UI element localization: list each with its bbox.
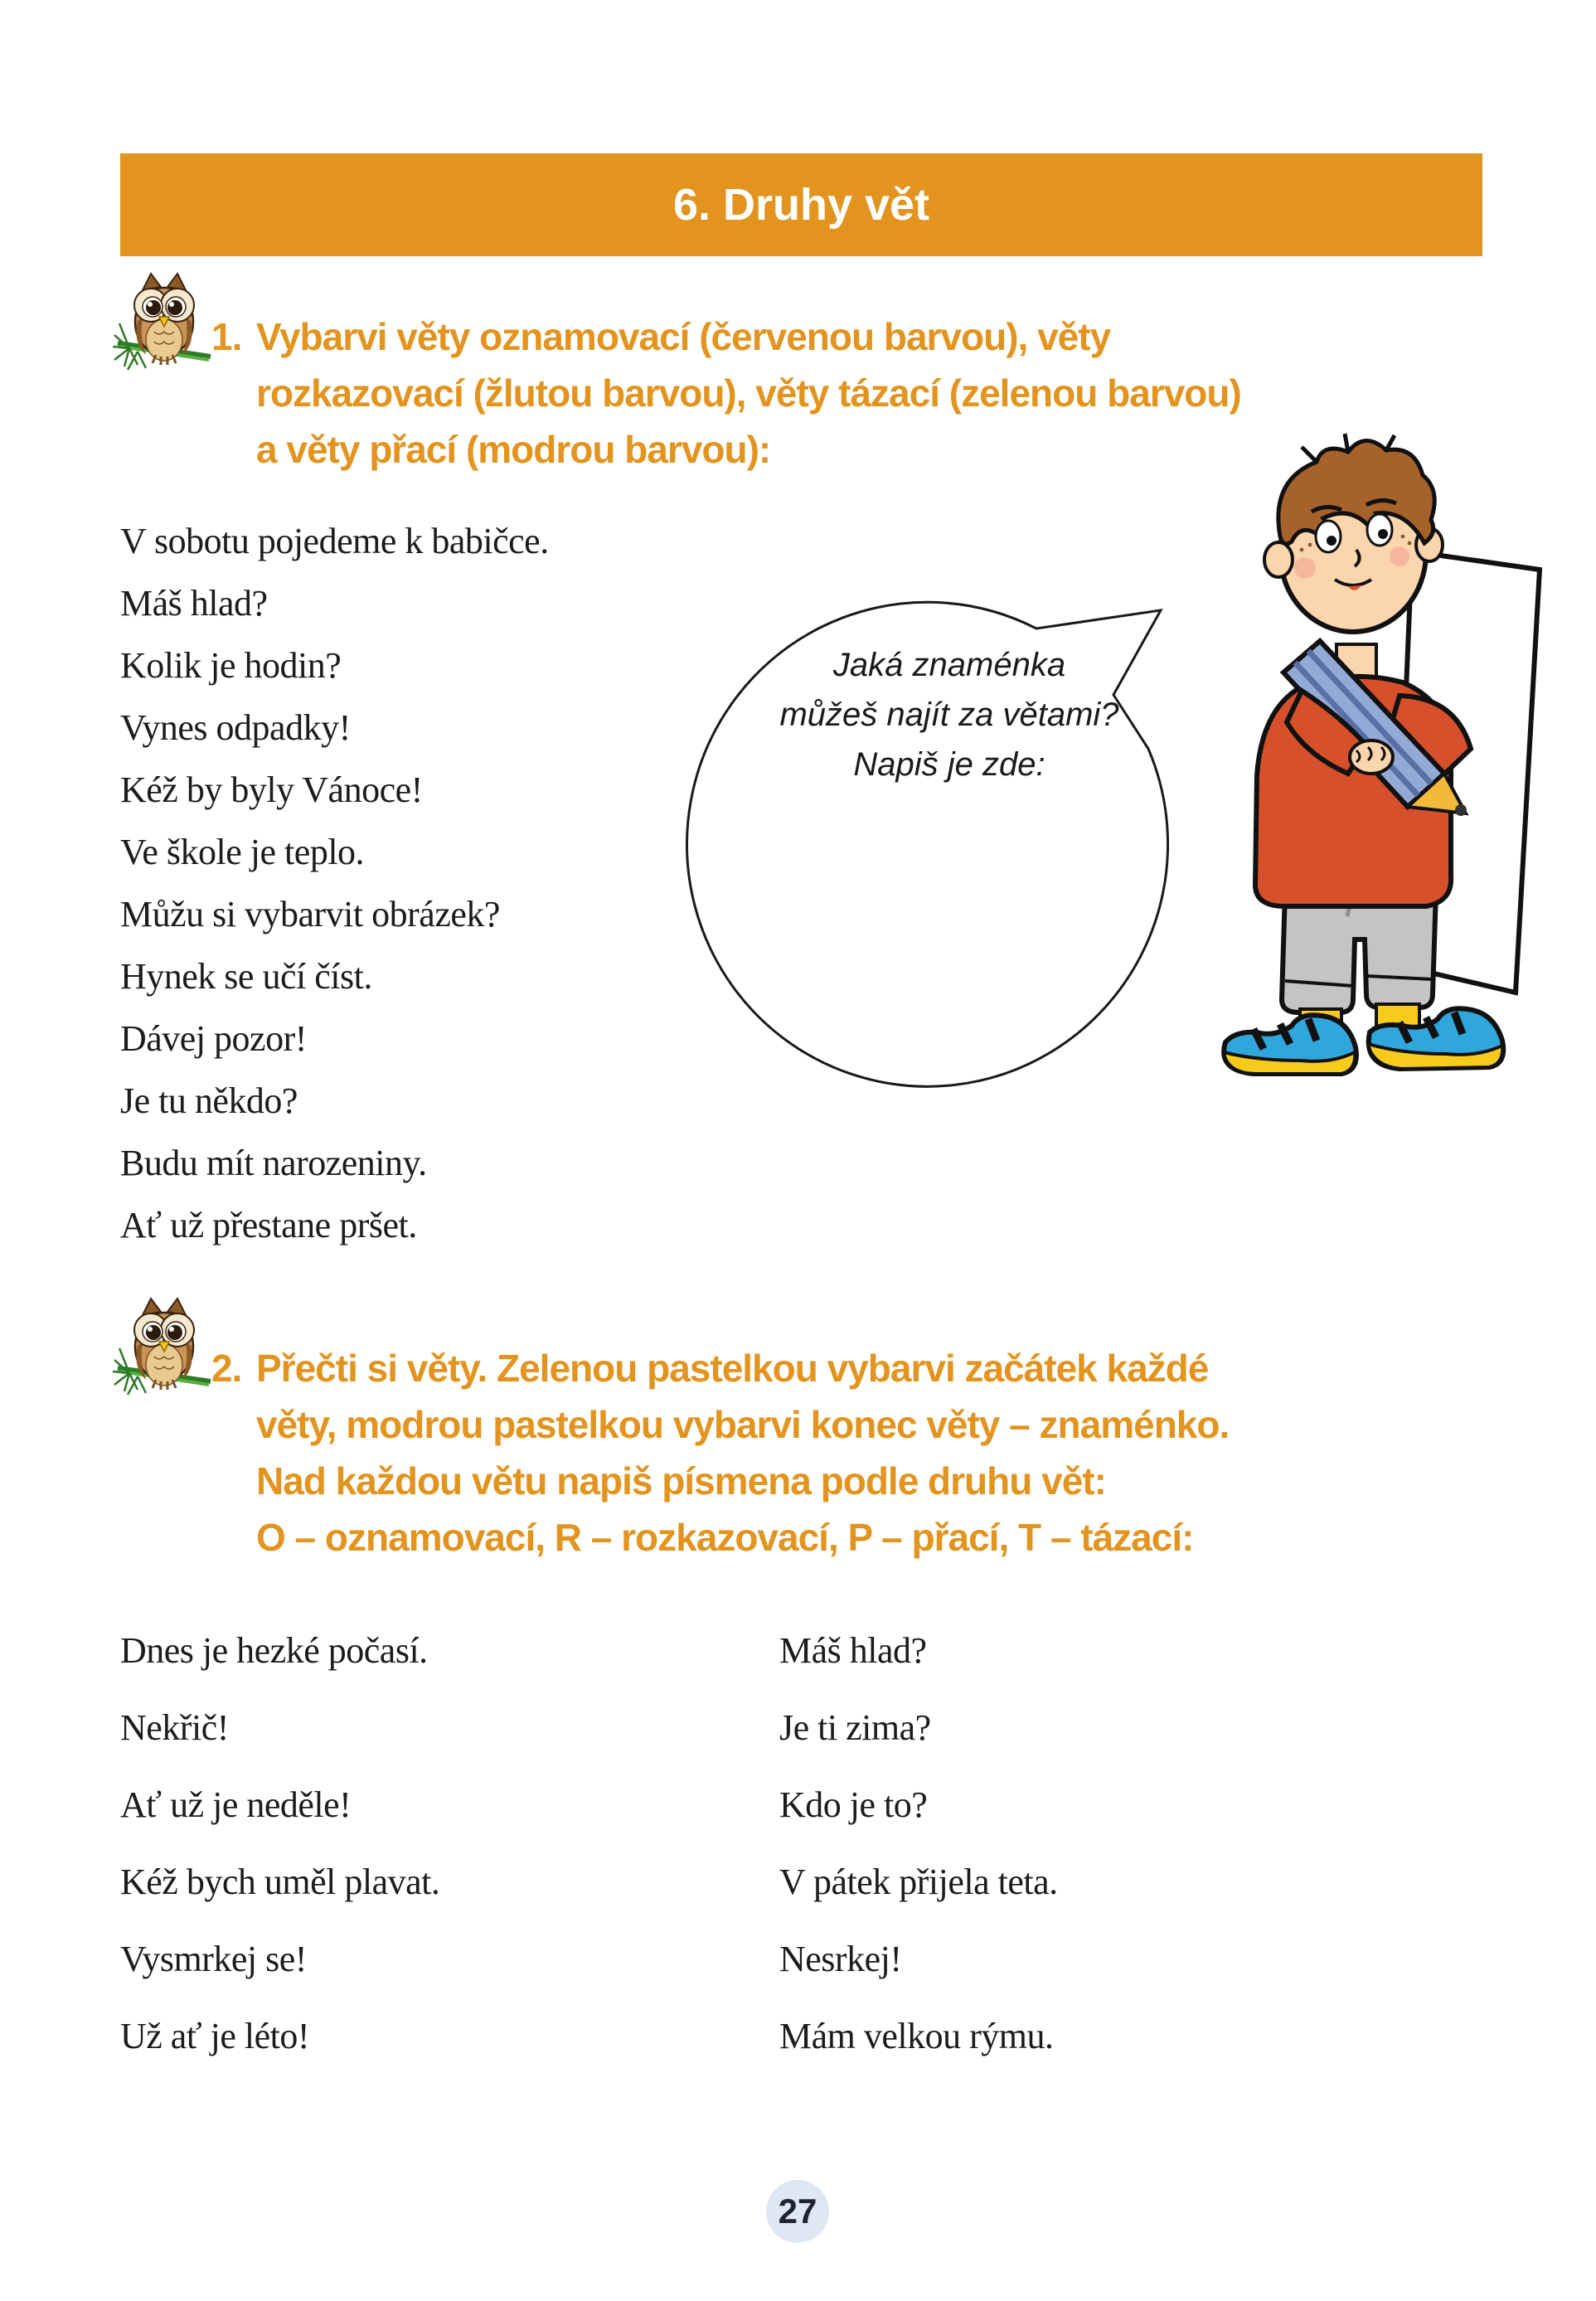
sentence: V pátek přijela teta.	[779, 1862, 1058, 1902]
exercise2-right-column	[779, 1612, 1058, 2075]
exercise1-heading-line: Vybarvi věty oznamovací (červenou barvou), věty	[256, 315, 1111, 358]
speech-bubble-text	[775, 640, 1123, 789]
sentence: V sobotu pojedeme k babičce.	[120, 521, 549, 561]
sentence: Vysmrkej se!	[120, 1939, 307, 1979]
exercise2-heading-line: O – oznamovací, R – rozkazovací, P – přací, T – tázací:	[256, 1516, 1194, 1559]
page-title: 6. Druhy vět	[672, 180, 930, 230]
exercise1-number: 1.	[211, 315, 242, 358]
exercise2-heading-line: Nad každou větu napiš písmena podle druhu vět:	[256, 1459, 1106, 1502]
sentence: Dávej pozor!	[120, 1018, 307, 1059]
sentence: Kéž bych uměl plavat.	[120, 1862, 440, 1902]
page-number: 27	[778, 2192, 817, 2231]
sentence: Můžu si vybarvit obrázek?	[120, 894, 500, 934]
sentence: Budu mít narozeniny.	[120, 1143, 427, 1183]
sentence: Kdo je to?	[779, 1784, 928, 1825]
sentence: Ať už je neděle!	[120, 1784, 352, 1825]
sentence: Vynes odpadky!	[120, 707, 351, 748]
sentence: Kéž by byly Vánoce!	[120, 769, 423, 810]
owl-icon	[113, 270, 216, 376]
bubble-line: Napiš je zde:	[853, 746, 1045, 783]
sentence: Ať už přestane pršet.	[120, 1205, 417, 1245]
exercise2-heading-line: věty, modrou pastelkou vybarvi konec věty – znaménko.	[256, 1403, 1230, 1446]
sentence: Máš hlad?	[120, 583, 268, 624]
boy-with-pencil-illustration	[1177, 427, 1567, 1078]
exercise1-heading-line: rozkazovací (žlutou barvou), věty tázací (zelenou barvou)	[256, 371, 1241, 415]
sentence: Hynek se učí číst.	[120, 956, 372, 997]
exercise2-left-column	[120, 1612, 439, 2075]
owl-icon	[113, 1295, 216, 1401]
sentence: Už ať je léto!	[120, 2016, 310, 2056]
exercise2-heading	[211, 1340, 1229, 1566]
exercise2-number: 2.	[211, 1347, 242, 1390]
sentence: Nesrkej!	[779, 1939, 902, 1979]
sentence: Ve škole je teplo.	[120, 832, 365, 872]
sentence: Kolik je hodin?	[120, 645, 342, 686]
sentence: Nekřič!	[120, 1707, 229, 1748]
sentence: Je ti zima?	[779, 1707, 931, 1748]
exercise1-heading	[211, 308, 1241, 478]
exercise1-sentence-list	[120, 510, 549, 1256]
bubble-line: můžeš najít za větami?	[779, 697, 1119, 733]
sentence: Máš hlad?	[779, 1630, 927, 1671]
sentence: Je tu někdo?	[120, 1080, 298, 1121]
bubble-line: Jaká znaménka	[832, 647, 1066, 683]
page-number-badge	[766, 2180, 829, 2243]
sentence: Dnes je hezké počasí.	[120, 1630, 428, 1671]
exercise2-heading-line: Přečti si věty. Zelenou pastelkou vybarvi začátek každé	[256, 1347, 1209, 1390]
sentence: Mám velkou rýmu.	[779, 2016, 1054, 2056]
exercise1-heading-line: a věty přací (modrou barvou):	[256, 428, 771, 471]
chapter-header-banner	[120, 153, 1482, 256]
